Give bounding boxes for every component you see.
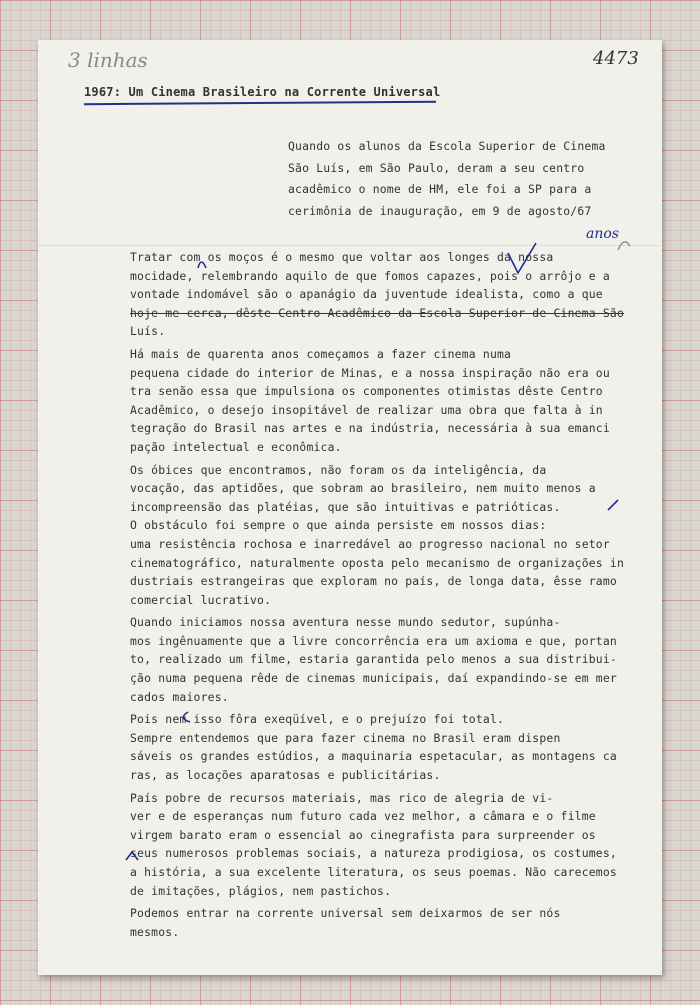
body-line: Pois nem isso fôra exeqüível, e o prejuízo foi total. (130, 712, 505, 727)
handwritten-anos: anos (586, 226, 619, 242)
epigraph-line: acadêmico o nome de HM, ele foi a SP para a (288, 182, 592, 196)
body-line: seus numerosos problemas sociais, a natureza prodigiosa, os costumes, (130, 846, 617, 861)
body-line: pequena cidade do interior de Minas, e a nossa inspiração não era ou (130, 365, 610, 380)
body-line: hoje me cerca, dêste Centro Acadêmico da Escola Superior de Cinema São (130, 305, 625, 320)
body-line: mocidade, relembrando aquilo de que fomos capazes, pois o arrôjo e a (130, 268, 610, 283)
body-line: mesmos. (130, 924, 180, 939)
document-body (130, 248, 650, 941)
epigraph-line: São Luís, em São Paulo, deram a seu centro (288, 160, 585, 175)
body-line: País pobre de recursos materiais, mas rico de alegria de vi- (130, 790, 554, 805)
body-line: virgem barato eram o essencial ao cinegrafista para surpreender os (130, 827, 596, 842)
body-line: Quando iniciamos nossa aventura nesse mundo sedutor, supúnha- (130, 615, 561, 630)
body-line: Sempre entendemos que para fazer cinema no Brasil eram dispen (130, 730, 561, 745)
body-line: a história, a sua excelente literatura, os seus poemas. Não carecemos (130, 865, 617, 879)
body-line: Podemos entrar na corrente universal sem deixarmos de ser nós (130, 906, 561, 921)
body-line: uma resistência rochosa e inarredável ao progresso nacional no setor (130, 536, 610, 551)
body-line: Os óbices que encontramos, não foram os da inteligência, da (130, 462, 547, 477)
body-line: Luís. (130, 324, 166, 339)
body-line: sáveis os grandes estúdios, a maquinaria espetacular, as montagens ca (130, 749, 617, 764)
pencil-note: 3 linhas (68, 48, 148, 72)
body-line: ver e de esperanças num futuro cada vez melhor, a câmara e o filme (130, 809, 596, 824)
body-line: ção numa pequena rêde de cinemas municipais, daí expandindo-se em mer (130, 671, 617, 686)
body-line: vontade indomável são o apanágio da juventude idealista, como a que (130, 287, 603, 302)
body-line: O obstáculo foi sempre o que ainda persiste em nossos dias: (130, 518, 547, 533)
body-line: Acadêmico, o desejo insopitável de realizar uma obra que falta à in (130, 402, 603, 417)
body-line: cados maiores. (130, 689, 229, 704)
page-fold (38, 245, 662, 246)
body-line: incompreensão das platéias, que são intuitivas e patrióticas. (130, 499, 561, 514)
body-line: vocação, das aptidões, que sobram ao brasileiro, nem muito menos a (130, 481, 596, 496)
body-line: Há mais de quarenta anos começamos a fazer cinema numa (130, 346, 512, 361)
document-title: 1967: Um Cinema Brasileiro na Corrente Universal (84, 85, 441, 99)
body-line: tegração do Brasil nas artes e na indústria, necessária à sua emanci (130, 421, 610, 436)
body-line: dustriais estrangeiras que exploram no país, de longa data, êsse ramo (130, 574, 617, 589)
body-line: cinematográfico, naturalmente oposta pelo mecanismo de organizações in (130, 555, 625, 570)
body-line: Tratar com os moços é o mesmo que voltar aos longes da nossa (130, 250, 554, 264)
body-line: mos ingênuamente que a livre concorrência era um axioma e que, portan (130, 633, 617, 648)
epigraph (288, 136, 606, 222)
page-number: 4473 (593, 48, 639, 69)
body-line: to, realizado um filme, estaria garantida pelo menos a sua distribui- (130, 652, 617, 667)
body-line: comercial lucrativo. (130, 592, 272, 607)
epigraph-line: cerimônia de inauguração, em 9 de agosto/67 (288, 203, 592, 218)
document-page (38, 40, 662, 975)
epigraph-line: Quando os alunos da Escola Superior de Cinema (288, 139, 606, 153)
body-line: ras, as locações aparatosas e publicitárias. (130, 768, 441, 783)
title-underline (84, 101, 436, 105)
body-line: pação intelectual e econômica. (130, 439, 342, 454)
body-line: de imitações, plágios, nem pastichos. (130, 883, 392, 898)
body-line: tra senão essa que impulsiona os componentes otimistas dêste Centro (130, 384, 603, 399)
